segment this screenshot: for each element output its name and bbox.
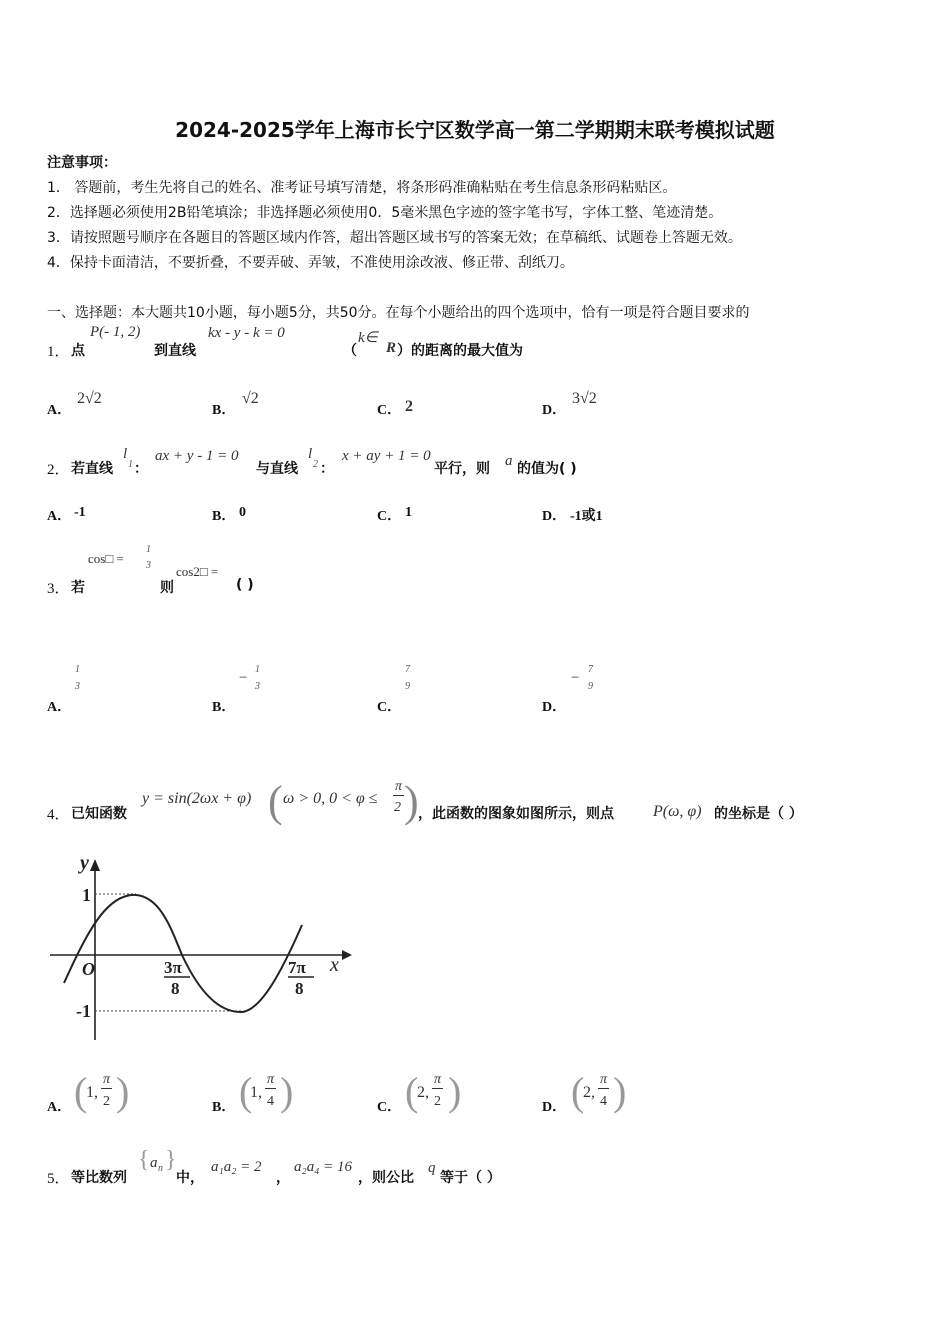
option-label[interactable]: C． <box>377 1100 402 1115</box>
option-denominator: 9 <box>405 681 410 692</box>
x-tick-denominator: 8 <box>295 979 304 998</box>
page-title: 2024-2025学年上海市长宁区数学高一第二学期期末联考模拟试题 <box>175 118 775 142</box>
option-value: -1或1 <box>570 509 603 524</box>
line-subscript: 1 <box>128 459 133 470</box>
question-text: ： <box>134 461 148 477</box>
option-value: 2 <box>405 398 413 415</box>
question-text: ( ) <box>236 577 254 593</box>
question-text: （ <box>343 343 357 359</box>
bracket-left-icon: ( <box>571 1069 585 1114</box>
option-label[interactable]: D． <box>542 403 567 418</box>
x-tick-numerator: 3π <box>164 958 182 977</box>
option-label[interactable]: A． <box>47 700 72 715</box>
option-denominator: 4 <box>600 1094 607 1109</box>
question-text: 中， <box>176 1170 204 1186</box>
line-equation: x + ay + 1 = 0 <box>342 448 431 464</box>
option-label[interactable]: B． <box>212 403 236 418</box>
option-value: 2√2 <box>77 390 102 407</box>
option-label[interactable]: D． <box>542 700 567 715</box>
sequence-term: a <box>150 1155 158 1171</box>
bracket-right-icon: ) <box>404 777 419 826</box>
y-axis-arrow-icon <box>90 859 100 871</box>
question-number: 2． <box>47 462 70 478</box>
option-label[interactable]: B． <box>212 1100 236 1115</box>
option-numerator: 7 <box>405 664 410 675</box>
option-first: 2, <box>583 1084 595 1101</box>
cos-expression: cos□ = <box>88 551 124 566</box>
option-label[interactable]: A． <box>47 509 72 524</box>
option-denominator: 3 <box>75 681 80 692</box>
question-text: 若直线 <box>71 461 113 477</box>
equation: a₂a₄ = 16 <box>294 1159 353 1175</box>
sequence-subscript: n <box>158 1163 163 1174</box>
option-value: -1 <box>74 505 86 520</box>
option-first: 2, <box>417 1084 429 1101</box>
x-axis-arrow-icon <box>342 950 352 960</box>
condition-expression: ω > 0, 0 < φ ≤ <box>283 790 378 807</box>
section-heading: 一、选择题：本大题共10小题，每小题5分，共50分。在每个小题给出的四个选项中，恰有一项是符合题目要求的 <box>47 305 750 321</box>
question-number: 4． <box>47 807 70 823</box>
option-label[interactable]: C． <box>377 403 402 418</box>
question-number: 5． <box>47 1171 70 1187</box>
x-tick-denominator: 8 <box>171 979 180 998</box>
option-numerator: π <box>434 1072 442 1087</box>
question-text: ）的距离的最大值为 <box>397 343 523 359</box>
bracket-left-icon: ( <box>268 777 283 826</box>
question-text: 若 <box>71 580 85 596</box>
question-text: 与直线 <box>256 461 298 477</box>
option-label[interactable]: A． <box>47 403 72 418</box>
point-expression: P(- 1, 2) <box>90 324 141 340</box>
line-name: l <box>308 446 313 462</box>
x-tick-numerator: 7π <box>288 958 306 977</box>
line-equation: kx - y - k = 0 <box>208 325 285 341</box>
question-text: 等比数列 <box>71 1170 127 1186</box>
bracket-right-icon: } <box>165 1147 177 1173</box>
option-numerator: 7 <box>588 664 593 675</box>
condition-expression: k∈ <box>358 330 378 346</box>
y-tick-label: -1 <box>76 1001 91 1021</box>
fraction-denominator: 3 <box>146 560 151 571</box>
point-expression: P(ω, φ) <box>653 803 702 820</box>
fraction-numerator: 1 <box>146 544 151 555</box>
question-text: ： <box>320 461 334 477</box>
option-numerator: π <box>600 1072 608 1087</box>
option-denominator: 9 <box>588 681 593 692</box>
option-label[interactable]: D． <box>542 509 567 524</box>
option-label[interactable]: B． <box>212 509 236 524</box>
variable: q <box>428 1160 436 1176</box>
line-name: l <box>123 446 128 462</box>
y-tick-label: 1 <box>82 885 91 905</box>
question-text: 平行，则 <box>434 461 490 477</box>
option-value: 0 <box>239 505 246 520</box>
origin-label: O <box>82 959 95 979</box>
option-denominator: 2 <box>103 1094 110 1109</box>
question-number: 1． <box>47 344 70 360</box>
function-expression: y = sin(2ωx + φ) <box>142 790 252 807</box>
option-first: 1, <box>86 1084 98 1101</box>
sine-curve <box>64 895 302 1012</box>
option-value: 1 <box>405 505 412 520</box>
question-text: ，此函数的图象如图所示，则点 <box>418 806 614 822</box>
fraction-numerator: π <box>395 779 403 794</box>
question-number: 3． <box>47 581 70 597</box>
line-subscript: 2 <box>313 459 318 470</box>
option-denominator: 3 <box>255 681 260 692</box>
option-sign: − <box>571 670 580 686</box>
variable: a <box>505 453 513 469</box>
notice-item: 1． 答题前，考生先将自己的姓名、准考证号填写清楚，将条形码准确粘贴在考生信息条形码粘贴区。 <box>47 180 677 196</box>
condition-set: R <box>386 340 397 356</box>
notice-item: 4．保持卡面清洁，不要折叠，不要弄破、弄皱，不准使用涂改液、修正带、刮纸刀。 <box>47 255 574 271</box>
option-label[interactable]: C． <box>377 509 402 524</box>
bracket-right-icon: ) <box>116 1069 130 1114</box>
question-text: 已知函数 <box>71 806 127 822</box>
option-numerator: 1 <box>75 664 80 675</box>
option-denominator: 4 <box>267 1094 274 1109</box>
option-numerator: π <box>103 1072 111 1087</box>
option-value: √2 <box>242 390 259 407</box>
notice-item: 3．请按照题号顺序在各题目的答题区域内作答，超出答题区域书写的答案无效；在草稿纸、试题卷上答题无效。 <box>47 230 742 246</box>
bracket-right-icon: ) <box>280 1069 294 1114</box>
option-label[interactable]: B． <box>212 700 236 715</box>
option-numerator: 1 <box>255 664 260 675</box>
bracket-right-icon: ) <box>448 1069 462 1114</box>
option-label[interactable]: A． <box>47 1100 72 1115</box>
option-value: 3√2 <box>572 390 597 407</box>
option-first: 1, <box>250 1084 262 1101</box>
y-axis-label: y <box>80 855 89 874</box>
bracket-right-icon: ) <box>613 1069 627 1114</box>
option-label[interactable]: C． <box>377 700 402 715</box>
notice-heading: 注意事项： <box>47 155 117 171</box>
cos2-expression: cos2□ = <box>176 564 219 579</box>
notice-item: 2．选择题必须使用2B铅笔填涂；非选择题必须使用0．5毫米黑色字迹的签字笔书写，字体工整、笔迹清楚。 <box>47 205 723 221</box>
option-label[interactable]: D． <box>542 1100 567 1115</box>
question-text: ，则公比 <box>358 1170 414 1186</box>
x-axis-label: x <box>330 954 339 976</box>
question-text: 点 <box>71 343 85 359</box>
option-denominator: 2 <box>434 1094 441 1109</box>
bracket-left-icon: ( <box>239 1069 253 1114</box>
sine-graph <box>46 855 356 1045</box>
question-text: ， <box>276 1170 290 1186</box>
fraction-denominator: 2 <box>394 800 401 815</box>
question-text: 到直线 <box>154 343 196 359</box>
line-equation: ax + y - 1 = 0 <box>155 448 239 464</box>
question-text: 等于（ ） <box>440 1170 501 1186</box>
bracket-left-icon: ( <box>405 1069 419 1114</box>
bracket-left-icon: ( <box>74 1069 88 1114</box>
option-numerator: π <box>267 1072 275 1087</box>
question-text: 的坐标是（ ） <box>714 806 803 822</box>
equation: a₁a₂ = 2 <box>211 1159 262 1175</box>
question-text: 则 <box>160 580 174 596</box>
bracket-left-icon: { <box>138 1147 150 1173</box>
question-text: 的值为( ) <box>517 461 577 477</box>
option-sign: − <box>239 670 248 686</box>
